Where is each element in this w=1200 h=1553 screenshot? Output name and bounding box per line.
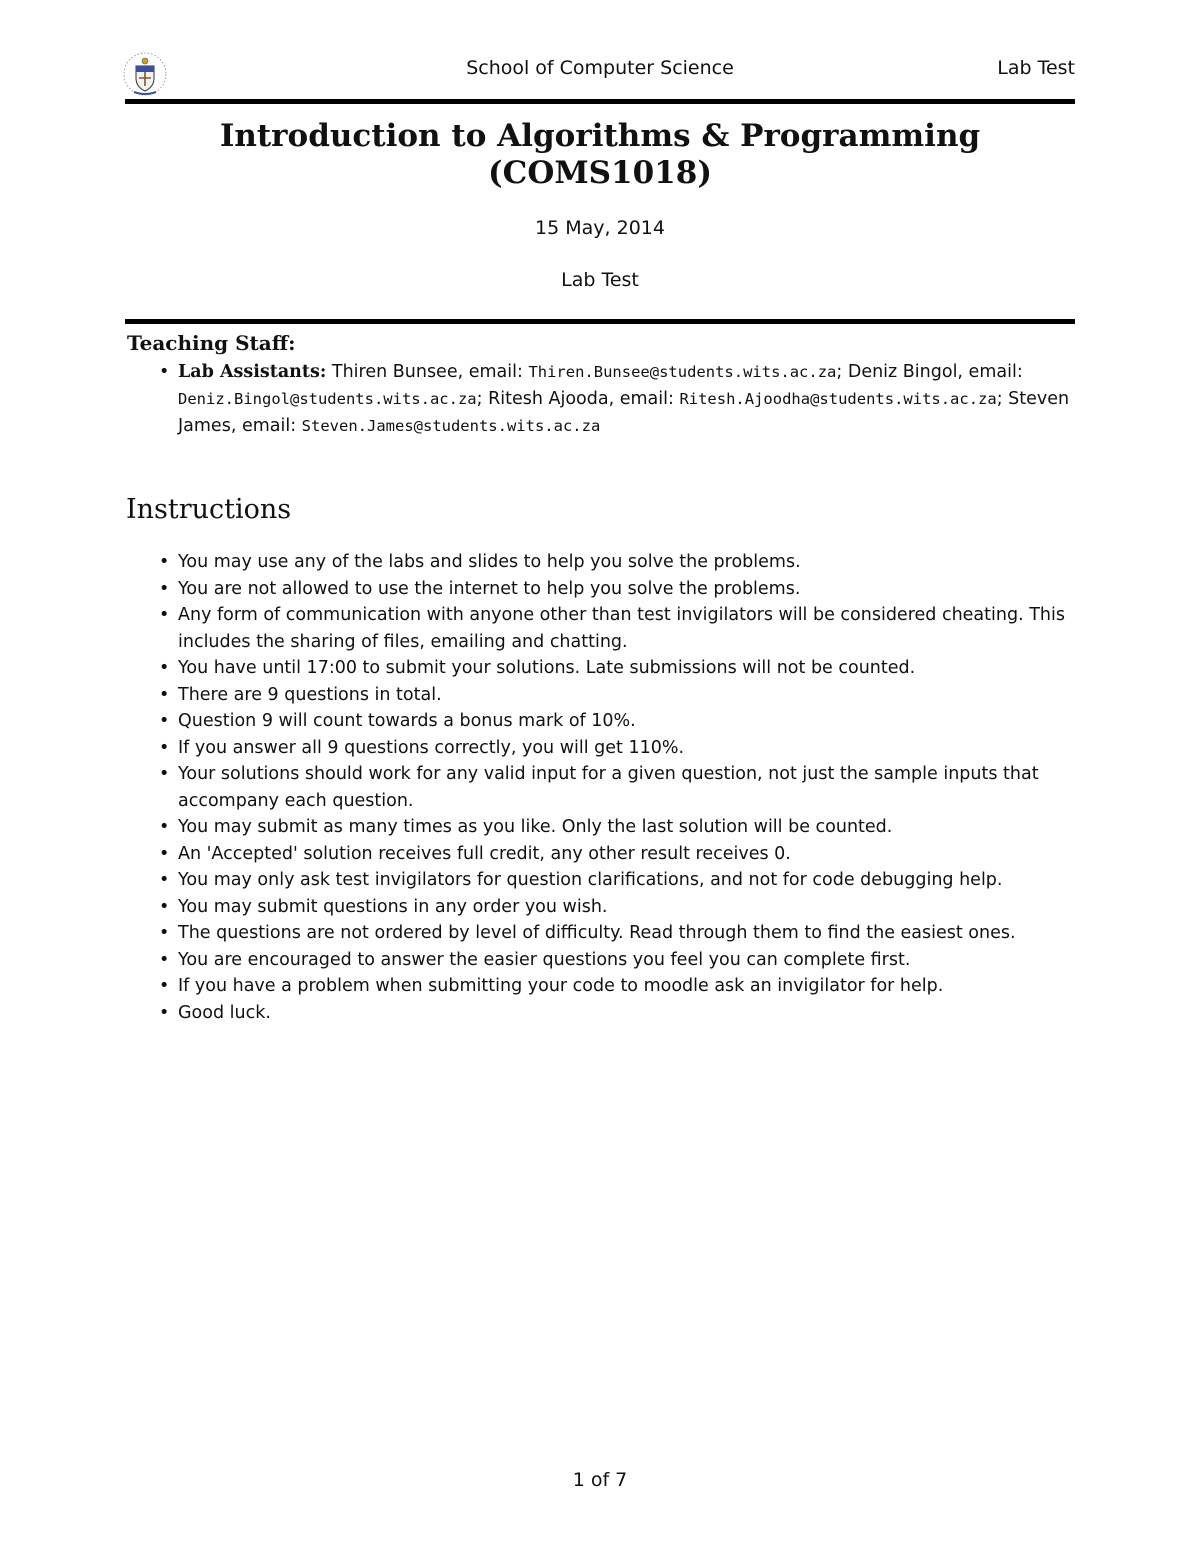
staff-prefix: Thiren Bunsee, email: <box>326 362 529 382</box>
title-line-2: (COMS1018) <box>488 155 712 191</box>
list-item: • You may submit as many times as you like. Only the last solution will be counted. <box>178 814 1078 841</box>
header-divider <box>125 99 1075 104</box>
staff-list-item <box>159 359 1078 440</box>
title-line-1: Introduction to Algorithms & Programming <box>219 118 981 154</box>
list-item: • Your solutions should work for any valid input for a given question, not just the sample inputs that accompany each question. <box>178 761 1078 814</box>
staff-email-link[interactable]: Steven.James@students.wits.ac.za <box>301 417 601 435</box>
document-date: 15 May, 2014 <box>535 217 665 239</box>
list-item: • The questions are not ordered by level of difficulty. Read through them to find the easiest ones. <box>178 920 1078 947</box>
staff-role: Lab Assistants: <box>178 362 327 382</box>
list-item: • Any form of communication with anyone other than test invigilators will be considered cheating. This includes the sharing of files, emailing and chatting. <box>178 602 1078 655</box>
list-item: • You may submit questions in any order you wish. <box>178 894 1078 921</box>
list-item: • An 'Accepted' solution receives full credit, any other result receives 0. <box>178 841 1078 868</box>
staff-heading: Teaching Staff: <box>127 331 296 355</box>
document-title <box>0 118 1200 192</box>
instructions-heading: Instructions <box>126 494 292 525</box>
page-number: 1 of 7 <box>572 1469 628 1491</box>
staff-email-link[interactable]: Ritesh.Ajoodha@students.wits.ac.za <box>679 390 997 408</box>
list-item: • You may use any of the labs and slides to help you solve the problems. <box>178 549 1078 576</box>
list-item: • You may only ask test invigilators for question clarifications, and not for code debugging help. <box>178 867 1078 894</box>
bullet-icon: • <box>159 362 170 382</box>
header-doc-type: Lab Test <box>997 57 1075 79</box>
staff-email-link[interactable]: Thiren.Bunsee@students.wits.ac.za <box>528 363 837 381</box>
list-item: • Good luck. <box>178 1000 1078 1027</box>
list-item: • You have until 17:00 to submit your solutions. Late submissions will not be counted. <box>178 655 1078 682</box>
list-item: • There are 9 questions in total. <box>178 682 1078 709</box>
instructions-list <box>178 549 1078 1026</box>
staff-email-link[interactable]: Deniz.Bingol@students.wits.ac.za <box>178 390 477 408</box>
title-divider <box>125 319 1075 324</box>
staff-prefix: ; Deniz Bingol, email: <box>836 362 1023 382</box>
list-item: • Question 9 will count towards a bonus mark of 10%. <box>178 708 1078 735</box>
staff-prefix: ; Steven James, email: <box>178 389 1070 436</box>
header-school-name: School of Computer Science <box>466 57 734 79</box>
list-item: • If you have a problem when submitting your code to moodle ask an invigilator for help. <box>178 973 1078 1000</box>
list-item: • You are not allowed to use the internet to help you solve the problems. <box>178 576 1078 603</box>
staff-prefix: ; Ritesh Ajooda, email: <box>476 389 680 409</box>
list-item: • You are encouraged to answer the easier questions you feel you can complete first. <box>178 947 1078 974</box>
document-subtitle: Lab Test <box>561 269 639 291</box>
list-item: • If you answer all 9 questions correctly, you will get 110%. <box>178 735 1078 762</box>
